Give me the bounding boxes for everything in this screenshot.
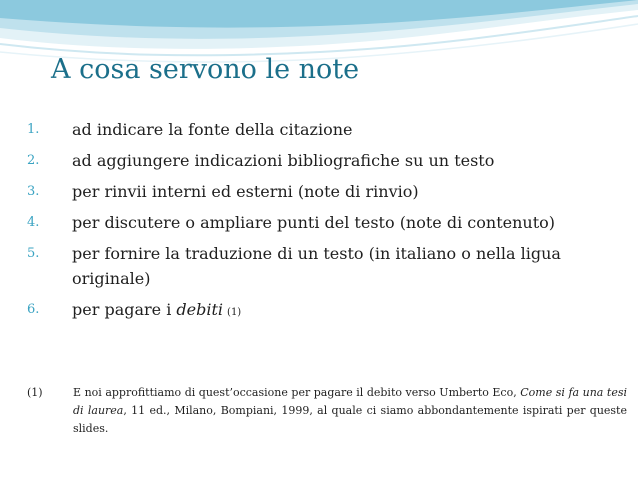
footnote-text-after: , 11 ed., Milano, Bompiani, 1999, al quale ci siamo abbondantemente ispirati per queste slides. <box>73 404 627 435</box>
footnote <box>27 384 627 438</box>
list-item <box>27 210 627 235</box>
list-item-number: 2. <box>27 153 40 168</box>
list-item-number: 4. <box>27 215 40 230</box>
list-item-number: 1. <box>27 122 40 137</box>
list-item <box>27 241 627 291</box>
list-item-number: 6. <box>27 302 40 317</box>
list-item-number: 5. <box>27 246 40 261</box>
list-item-text: per fornire la traduzione di un testo (in italiano o nella ligua originale) <box>72 244 561 288</box>
slide-title: A cosa servono le note <box>51 54 360 85</box>
list-item-number: 3. <box>27 184 40 199</box>
list-item <box>27 179 627 204</box>
list-item <box>27 117 627 142</box>
list-item-text: ad aggiungere indicazioni bibliografiche su un testo <box>72 151 495 170</box>
list-item-emphasis: debiti <box>176 300 224 319</box>
footnote-book-title: Come si fa una tesi di laurea <box>73 386 627 417</box>
purpose-list <box>27 117 627 331</box>
footnote-text <box>73 384 627 438</box>
list-item <box>27 148 627 173</box>
list-item-text: per discutere o ampliare punti del testo (note di contenuto) <box>72 213 556 232</box>
list-item-text-prefix: per pagare i <box>72 300 177 319</box>
list-item <box>27 297 627 325</box>
list-item-text: per rinvii interni ed esterni (note di rinvio) <box>72 182 419 201</box>
list-item-text: ad indicare la fonte della citazione <box>72 120 353 139</box>
footnote-text-before: E noi approfittiamo di quest’occasione per pagare il debito verso Umberto Eco, <box>73 386 521 399</box>
footnote-marker: (1) <box>27 386 43 399</box>
footnote-reference: (1) <box>227 307 242 318</box>
